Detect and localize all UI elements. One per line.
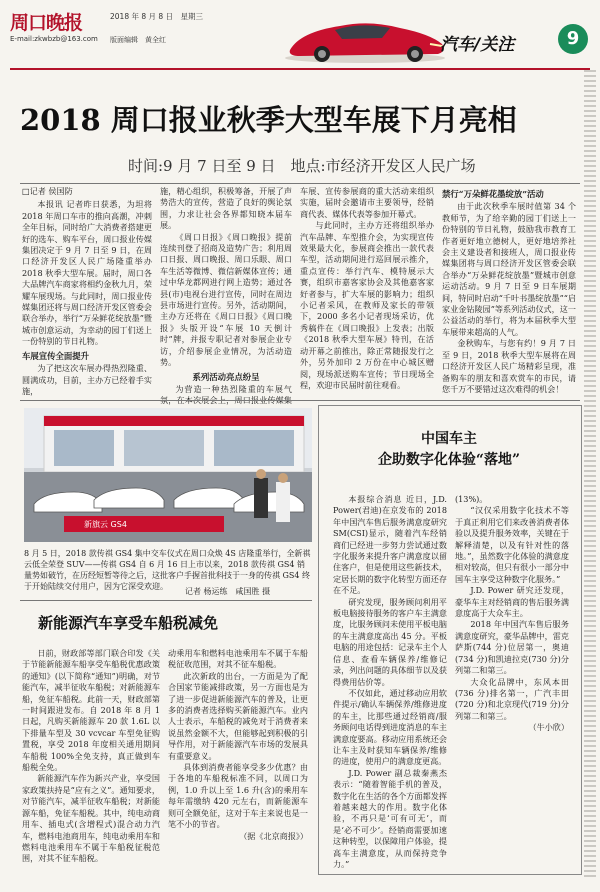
photo-caption: 8 月 5 日，2018 款传祺 GS4 集中交车仪式在周口众焕 4S 店隆重举行，全新祺云低全荣登 SUV——传祺 GS4 自 6 月 16 日上市以来，2018 款传祺 GS4 销量势如破竹，在历经短暂等待之后，这批客户手握首批科技于一身的传祺 GS4 终于开始陆续交付用户，因为它深受欢迎。 xyxy=(24,549,311,591)
paragraph: 研究发现，服务顾问利用平板电脑接待服务的客户车主满意度，比服务顾问未使用平板电脑的车主满意度高出 45 分。平板电脑的用途包括：记录车主个人信息、查看车辆保养/维修记录，列出问题的具体细节以及获得费用估价等。 xyxy=(333,596,447,687)
divider xyxy=(20,400,580,401)
main-article-col-4 xyxy=(442,186,576,395)
masthead-rule xyxy=(10,68,590,70)
paragraph: 本报综合消息 近日，J.D. Power(君迪)在京发布的 2018 年中国汽车售后服务满意度研究 SM(CSI)显示，随着汽车经销商们已经进一步努力尝试通过数字化服务来提升客户满意度以留住客户，但是使用这些新技术，定居长期的数字化转型方面还存在不足。 xyxy=(333,494,447,596)
paragraph: J.D. Power 副总裁秦燕杰表示：“随着智能手机的普及，数字化在生活的各个方面都发挥着越来越大的作用。数字化体验，不再只是‘可有可无’，而是‘必不可少’。经销商需要加速这种转型，以保障用户体验，提高车主满意度，从而保持竞争力。” xyxy=(333,767,447,869)
paragraph: 具体到消费者能享受多少优惠？由于各地的车船税标准不同，以周口为例，1.0 升以上至 1.6 升(含)的乘用车每年需缴纳 420 元左右，而新能源车则可全额免征，这对于车主来说也是一笔不小的节省。 xyxy=(168,762,308,830)
author-credit: （牛小欣） xyxy=(528,722,569,733)
paragraph: 由于此次秋季车展时值第 34 个教师节，为了给辛勤的园丁们送上一份特别的节日礼物，鼓励我市教育工作者更好地立德树人，更好地培养社会主义建设者和接班人，周口报业传媒集团将与周口经济开发区管委会联合举办“万朵鲜花绽放墨”暨城市创意运动活动。9 月 7 日至 9 日车展期间，特同时启动“千叶书墨绽放墨”“启家业金钻陵园”等系列活动仪式，这一公益活动的举行，将为本届秋季大型车展带来超高的人气。 xyxy=(442,201,576,337)
paragraph: 动乘用车和燃料电池乘用车不属于车船税征收范围，对其不征车船税。 xyxy=(168,648,308,670)
main-article-col-2 xyxy=(160,186,292,430)
subheading: 车展宣传全面提升 xyxy=(22,350,89,361)
paragraph: 为营造一种热烈隆重的车展气 xyxy=(175,383,292,394)
feature-title-line-2: 企助数字化体验“落地” xyxy=(377,452,521,468)
feature-title-line-1: 中国车主 xyxy=(421,431,477,447)
paragraph: 本报讯 记者昨日获悉，为坦将 2018 年周口车市的推向高潮，冲刺全年目标，同时给广大消费者搭建更好的选车、购车平台，周口报业传媒集团决定于 9 月 7 日至 9 日，在周口经济开发区人民广场隆重举办 2018 秋季大型车展。届时，周口各大品牌汽车商家将相约金秋九月，荣耀车展现场。与此同时，周口报业传媒集团还将与周口经济开发区管委会联合举办，举行“万朵鲜花绽放墨”暨城市创意运动，为幸动的园丁们送上一份特别的节日礼物。 xyxy=(22,199,152,347)
photo-illustration xyxy=(24,408,312,542)
paragraph: 金秋购车，与您有约！9 月 7 日至 9 日，2018 秋季大型车展将在周口经济开发区人民广场精彩呈现，准备购车的朋友和喜欢赏车的市民，请您千万不要错过这次难得的机会！ xyxy=(442,338,576,394)
subheading: 禁行“万朵鲜花墨绽放”活动 xyxy=(442,189,544,199)
photo-banner-text: 新旗云 GS4 xyxy=(84,520,127,529)
feature-col-2 xyxy=(455,494,569,734)
paragraph: (13%)。 xyxy=(455,494,488,504)
page-number-badge: 9 xyxy=(558,24,588,54)
paragraph: 大众化品牌中，东风本田(736 分)排名第一，广汽丰田(720 分)和北京现代(719 分)分列第二和第三。 xyxy=(455,676,569,721)
main-subhead: 时间:9 月 7 日至 9 日 地点:市经济开发区人民广场 xyxy=(128,157,476,175)
divider xyxy=(20,600,312,601)
paragraph: 施，精心组织，积极筹备，开展了声势浩大的宣传，营造了良好的舆论氛围，力求让社会各界都知晓本届车展。 xyxy=(160,186,292,231)
paragraph: 《周口日报》《周口晚报》提前连续刊登了招商及造势广告；利用周口日报、周口晚报、周口乐眼、周口车生活等微博、微信新媒体宣传；通过中华龙都网进行网上造势；通过各县(市)电视台进行宣传，同时在周边县市场进行宣传。另外，活动期间，主办方还将在《周口日报》《周口晚报》头版开设“车展 10 天倒计时”牌，并报专职记者对参展企业专访，介绍参展企业情况，为活动造势。 xyxy=(160,231,292,368)
paragraph: 此次新政的出台，一方面是为了配合国家节能减排政策，另一方面也是为了进一步促进新能源汽车的普及，让更多的消费者选择购买新能源汽车。业内人士表示，车船税的减免对于消费者来说虽然金额不大，但能够起到积极的引导作用，对于新能源汽车市场的发展具有重要意义。 xyxy=(168,670,308,761)
byline: □记者 侯国防 xyxy=(22,186,73,196)
masthead xyxy=(10,8,590,68)
main-article-col-3 xyxy=(300,186,434,391)
paragraph: 与此同时，主办方还将组织举办汽车品牌、车型推介会，为实现宣传效果最大化，参展商会推出一款代表车型，活动期间进行巡回展示推介，重点宣传：举行汽车、模特展示大赛，组织市嘉客家协会及其他嘉客家好者参与，扩大车展的影响力；组织小记者采风，在教师及家长的带领下，2000 多名小记者现场采访，优秀稿件在《周口晚报》上发表；出版《2018 秋季大型车展》特刊，在活动开幕之前推出，除正常随报发行之外，另外加印 2 万份在中心城区赠阅，现场派送购车宣传；节日现场全程，欢迎市民届时前往观看。 xyxy=(300,220,434,390)
paragraph: 不仅如此，通过移动应用软件提示/确认车辆保养/维修进度的车主，比那些通过经销商/服务顾问电话得到进度消息的车主满意度要高。移动应用系统还会让车主及时获知车辆保养/维修的进度，使用户的满意度更高。 xyxy=(333,687,447,767)
showroom-photo xyxy=(24,408,312,542)
paragraph: 为了把这次车展办得热烈隆重、圆满成功，目前，主办方已经着手实施， xyxy=(22,363,152,396)
feature-title xyxy=(339,429,559,471)
paragraph: 车展、宣传参展商的重大活动来组织实施，届时会邀请市主要领导，经销商代表、媒体代表等参加开幕式。 xyxy=(300,186,434,219)
section-title: 汽车/关注 xyxy=(440,35,515,55)
source-credit: （据《北京商报》） xyxy=(239,830,308,841)
page-editor: 版面编辑 黄全红 xyxy=(110,36,166,44)
main-headline: 2018 周口报业秋季大型车展下月亮相 xyxy=(20,103,517,137)
bottom-col-2 xyxy=(168,648,308,842)
photo-credit: 记者 杨运练 咸国胜 摄 xyxy=(185,587,271,596)
feature-col-1 xyxy=(333,494,447,870)
paragraph: 日前，财政部等部门联合印发《关于节能新能源车船享受车船税优惠政策的通知》(以下简称“通知”)明确，对节能汽车，减半征收车船税；对新能源车船，免征车船税。此前一天，财政部第一时间跟进发布。自 2018 年 8 月 1 日起，凡购买新能源车 20 款 1.6L 以下排量车型及 30 vcvcar 车型免征购置税，享受 2018 年度相关通用期间车船税 100%全免支持，真正做到车船税全免。 xyxy=(22,648,160,773)
main-article-col-1 xyxy=(22,186,152,397)
feature-box xyxy=(318,405,582,875)
paragraph: 2018 年中国汽车售后服务满意度研究，豪华品牌中，雷克萨斯(744 分)位居第一，奥迪(734 分)和凯迪拉克(730 分)分列第二和第三。 xyxy=(455,619,569,676)
issue-date: 2018 年 8 月 8 日 星期三 xyxy=(110,12,204,21)
paragraph: 新能源汽车作为新兴产业，享受国家政策扶持是“应有之义”。通知要求，对节能汽车，减半征收车船税；对新能源车船，免征车船税。其中，纯电动商用车、插电式(含增程式)混合动力汽车，燃料电池商用车，纯电动乘用车和燃料电池乘用车不属于车船税征税范围，对其不征车船税。 xyxy=(22,773,160,864)
paragraph: J.D. Power 研究还发现，豪华车主对经销商的售后服务满意度高于大众车主。 xyxy=(455,585,569,619)
bottom-col-1 xyxy=(22,648,160,865)
decorative-side-band xyxy=(584,70,596,880)
newspaper-logo: 周口晚报 xyxy=(10,12,83,34)
bottom-headline: 新能源汽车享受车船税减免 xyxy=(38,614,219,632)
contact-email: E-mail:zkwbzb@163.com xyxy=(10,35,98,43)
subheading: 系列活动亮点纷呈 xyxy=(192,371,260,382)
red-car-illustration xyxy=(260,8,460,66)
divider xyxy=(20,183,580,184)
paragraph: “汉仅采用数字化技术不等于真正利用它们来改善消费者体验以及提升服务效率，关键在于解释清楚，以及有针对性的落地。”，虽然数字化体验的满意度相对较高，但只有很小一部分中国车主享受这种数字化服务。” xyxy=(455,505,569,584)
